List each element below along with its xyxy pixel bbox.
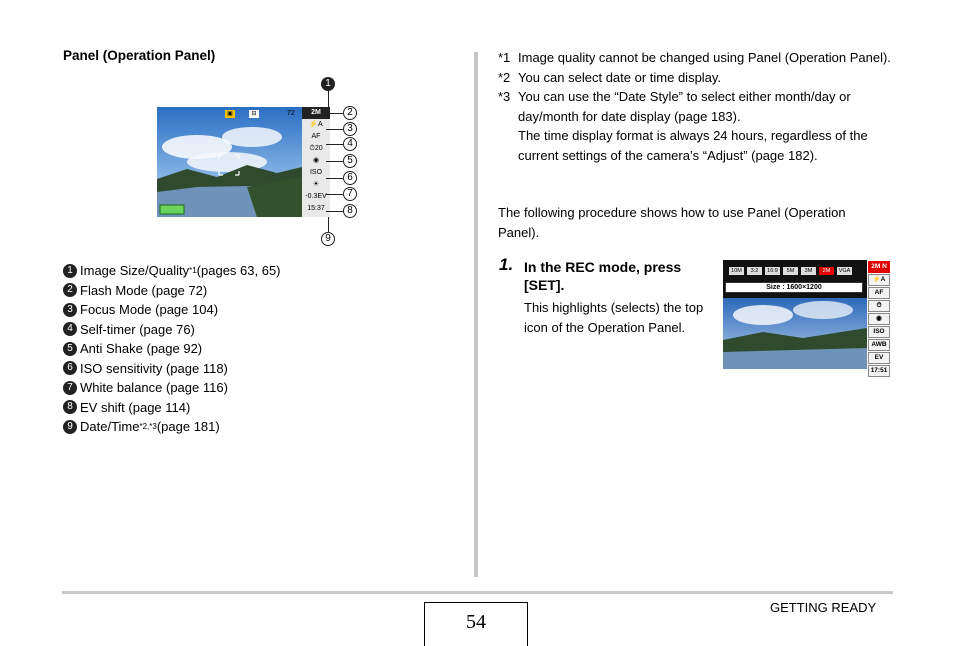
legend-sup: *2,*3 [139,422,157,431]
legend-text: Flash Mode (page 72) [80,282,208,298]
callout-9: 9 [321,232,335,246]
callout-2: 2 [343,106,357,120]
legend-list [63,261,281,437]
legend-bullet: 9 [63,420,77,434]
rec-operation-panel [867,260,891,374]
size-icon-10m: 10M [729,267,744,275]
rec-mode-screen [723,260,891,374]
step-body: This highlights (selects) the top icon of the Operation Panel. [524,300,704,335]
callout-leader-4 [326,144,343,145]
size-icon-2m: 2M [819,267,834,275]
callout-leader-3 [326,129,343,130]
panel-datetime-icon: 15:37 [307,205,325,212]
panel-size-icon: 2M [302,107,330,119]
size-icon-3m: 3M [801,267,816,275]
legend-bullet: 3 [63,303,77,317]
panel-flash-icon: ⚡A [309,121,323,128]
footnote [498,68,898,88]
column-divider [474,52,478,577]
callout-leader-7 [326,194,343,195]
camera-screen-photo [157,107,302,217]
legend-text: Image Size/Quality [80,263,190,278]
legend-item [63,320,281,340]
footnote-mark: *1 [498,50,511,65]
size-icon-3-2: 3:2 [747,267,762,275]
legend-bullet: 5 [63,342,77,356]
footer-section-title: GETTING READY [770,600,877,615]
size-icon-5m: 5M [783,267,798,275]
callout-leader-1 [328,90,329,108]
rec-panel-wb-icon: AWB [868,339,890,351]
procedure-intro: The following procedure shows how to use Panel (Operation Panel). [498,205,846,240]
size-icon-16-9: 16:9 [765,267,780,275]
legend-item [63,261,281,281]
footer-rule [62,591,893,594]
callout-leader-5 [326,161,343,162]
rec-panel-time-icon: 17:51 [868,365,890,377]
legend-item [63,300,281,320]
panel-ev-icon: -0.3EV [305,193,327,200]
size-icon-vga: VGA [838,268,851,274]
callout-8: 8 [343,204,357,218]
footnote-mark: *2 [498,69,511,85]
rec-panel-selftimer-icon: ⏱ [868,300,890,312]
footnote-text: The time display format is always 24 hours, regardless of the current settings of the camera’s “Adjust” (page 182). [518,128,868,163]
footnote-body [518,87,898,165]
callout-leader-2 [326,113,343,114]
size-readout: Size : 1600×1200 [725,282,863,293]
legend-text: White balance (page 116) [80,380,228,395]
legend-bullet: 6 [63,361,77,375]
rec-panel-flash-icon: ⚡A [868,274,890,286]
panel-iso-icon: ISO [309,169,323,176]
legend-text: ISO sensitivity (page 118) [80,360,228,376]
rec-panel-focus-icon: AF [868,287,890,299]
callout-7: 7 [343,187,357,201]
legend-item [63,281,281,301]
screen-shot-count: 72 [287,110,295,117]
rec-panel-ev-icon: EV [868,352,890,364]
footnote [498,87,898,165]
legend-text: Anti Shake (page 92) [80,341,203,356]
legend-sup: *1 [189,266,197,275]
legend-text: Focus Mode (page 104) [80,302,219,317]
operation-panel-column [302,107,330,217]
legend-text: EV shift (page 114) [80,399,191,415]
screen-mode-icon: ▣ [225,110,235,118]
footnote-text: You can select date or time display. [518,69,722,85]
legend-after: (page 181) [156,419,220,434]
footnotes [498,48,898,165]
legend-item [63,339,281,359]
panel-selftimer-icon: ⏱20 [309,145,323,152]
rec-panel-size-icon: 2M N [868,261,890,273]
legend-bullet: 8 [63,400,77,414]
legend-bullet: 1 [63,264,77,278]
legend-bullet: 4 [63,322,77,336]
rec-panel-antishake-icon: ◉ [868,313,890,325]
legend-text: Self-timer (page 76) [80,321,195,337]
legend-item [63,417,281,437]
footnote-text: You can use the “Date Style” to select either month/day or day/month for date display (page 183). [518,89,851,124]
callout-5: 5 [343,154,357,168]
panel-wb-icon: ☀ [312,181,320,188]
legend-after: (pages 63, 65) [196,263,281,278]
callout-leader-8 [326,211,343,212]
rec-top-bar [723,260,867,298]
legend-item [63,398,281,418]
footnote [498,48,898,68]
page-number: 54 [424,602,528,646]
footnote-text: Image quality cannot be changed using Panel (Operation Panel). [518,50,891,65]
screen-quality-icon: ⊟ [249,110,259,118]
legend-bullet: 7 [63,381,77,395]
callout-leader-6 [326,178,343,179]
panel-antishake-icon: ◉ [312,157,320,164]
section-title: Panel (Operation Panel) [63,48,216,63]
callout-leader-9 [328,217,329,232]
legend-text: Date/Time [80,419,140,434]
rec-panel-iso-icon: ISO [868,326,890,338]
panel-focus-icon: AF [311,133,321,140]
callout-4: 4 [343,137,357,151]
callout-3: 3 [343,122,357,136]
callout-1: 1 [321,77,335,91]
legend-item [63,359,281,379]
callout-6: 6 [343,171,357,185]
footnote-mark: *3 [498,89,511,104]
step-number: 1. [499,255,514,274]
step-title: In the REC mode, press [SET]. [524,259,682,293]
legend-bullet: 2 [63,283,77,297]
legend-item [63,378,281,398]
